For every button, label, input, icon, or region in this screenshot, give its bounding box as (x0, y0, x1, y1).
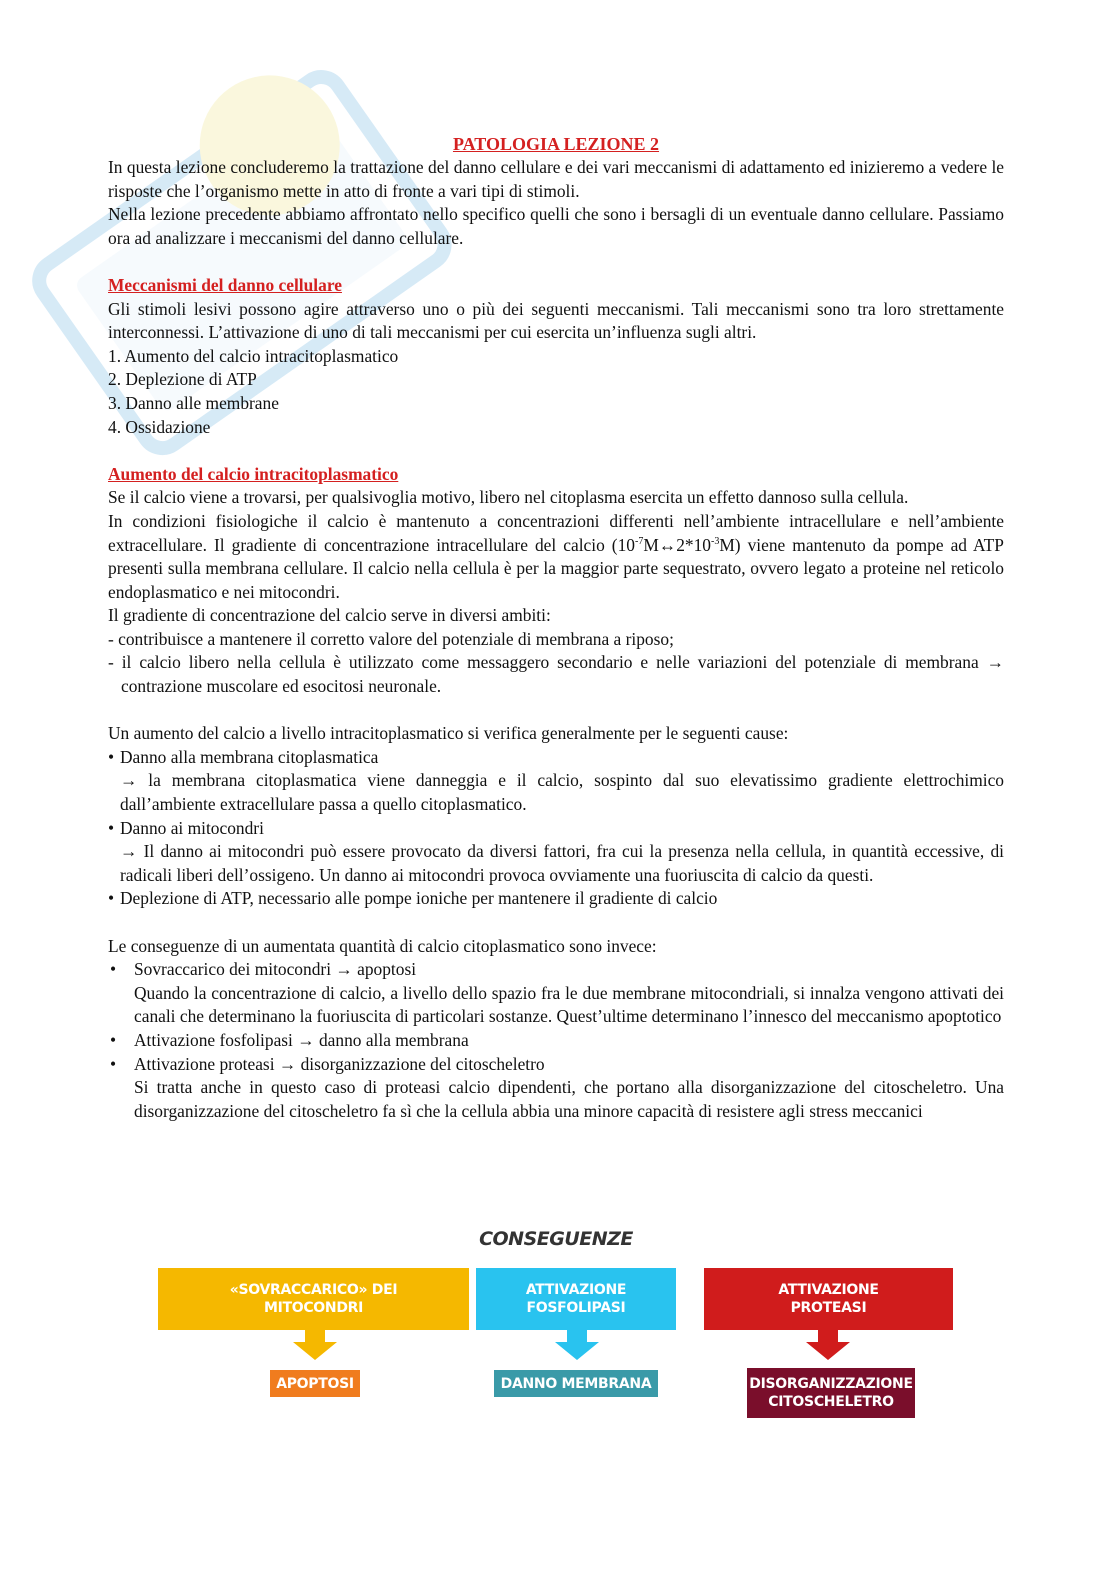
consequence-item: • Sovraccarico dei mitocondri → apoptosi Quando la concentrazione di calcio, a livello dello spazio fra le due membrane mitocondriali, si innalza vengono attivati dei canali che determinano la fuoriuscita di particolari sostanze. Quest’ultime determinano l’innesco del meccanismo apoptotico (110, 959, 1004, 1027)
down-arrow-icon (293, 1330, 337, 1360)
consequences-intro: Le conseguenze di un aumentata quantità di calcio citoplasmatico sono invece: (108, 935, 657, 956)
bullet-icon: • (110, 959, 117, 980)
intro-paragraph-1: In questa lezione concluderemo la trattazione del danno cellulare e dei vari meccanismi di adattamento ed inizieremo a vedere le risposte che l’organismo mette in atto di fronte a vari tipi di stimoli. (108, 157, 1004, 201)
diagram-result-membrane-damage: DANNO MEMBRANA (494, 1370, 658, 1397)
cause-item: • Deplezione di ATP, necessario alle pompe ioniche per mantenere il gradiente di calcio (108, 887, 1004, 911)
causes-intro: Un aumento del calcio a livello intracitoplasmatico si verifica generalmente per le seguenti cause: (108, 723, 789, 744)
list-item: 4. Ossidazione (108, 416, 211, 437)
bullet-icon: • (110, 1053, 117, 1074)
diagram-box-mitochondria: «SOVRACCARICO» DEI MITOCONDRI (158, 1268, 469, 1330)
bullet-icon: • (108, 888, 115, 909)
mechanisms-paragraph: Gli stimoli lesivi possono agire attraverso uno o più dei seguenti meccanismi. Tali meccanismi sono tra loro strettamente interconnessi. L’attivazione di uno di tali meccanismi per cui esercita un’influenza sugli altri. (108, 298, 1004, 343)
section-heading-mechanisms: Meccanismi del danno cellulare (108, 274, 342, 295)
bullet-icon: • (108, 817, 115, 838)
calcium-paragraph-1: Se il calcio viene a trovarsi, per qualsivoglia motivo, libero nel citoplasma esercita un effetto dannoso sulla cellula. (108, 487, 909, 508)
calcium-paragraph-3: Il gradiente di concentrazione del calcio serve in diversi ambiti: (108, 605, 551, 626)
down-arrow-icon (806, 1330, 850, 1360)
document-body (108, 132, 1004, 1123)
cause-item: • Danno alla membrana citoplasmatica → la membrana citoplasmatica viene danneggia e il calcio, sospinto dal suo elevatissimo gradiente elettrochimico dall’ambiente extracellulare passa a quello citoplasmatico. (108, 746, 1004, 815)
diagram-box-protease: ATTIVAZIONE PROTEASI (704, 1268, 953, 1330)
list-item: 2. Deplezione di ATP (108, 369, 257, 390)
intro-paragraph-2: Nella lezione precedente abbiamo affrontato nello specifico quelli che sono i bersagli di un eventuale danno cellulare. Passiamo ora ad analizzare i meccanismi del danno cellulare. (108, 204, 1004, 248)
dash-item: - contribuisce a mantenere il corretto valore del potenziale di membrana a riposo; (108, 628, 674, 649)
consequence-item: • Attivazione proteasi → disorganizzazione del citoscheletro Si tratta anche in questo caso di proteasi calcio dipendenti, che portano alla disorganizzazione del citoscheletro. Una disorganizzazione del citoscheletro fa sì che la cellula abbia una minore capacità di resistere agli stress meccanici (110, 1053, 1004, 1121)
diagram-result-cytoskeleton: DISORGANIZZAZIONE CITOSCHELETRO (747, 1368, 915, 1418)
down-arrow-icon (555, 1330, 599, 1360)
bullet-icon: • (108, 746, 115, 767)
diagram-box-phospholipase: ATTIVAZIONE FOSFOLIPASI (476, 1268, 676, 1330)
dash-item: - il calcio libero nella cellula è utilizzato come messaggero secondario e nelle variazioni del potenziale di membrana → contrazione muscolare ed esocitosi neuronale. (108, 652, 1004, 697)
consequences-diagram (158, 1228, 954, 1424)
diagram-title: CONSEGUENZE (479, 1228, 633, 1250)
cause-item: • Danno ai mitocondri → Il danno ai mitocondri può essere provocato da diversi fattori, fra cui la presenza nella cellula, in quantità eccessive, di radicali liberi dell’ossigeno. Un danno ai mitocondri provoca ovviamente una fuoriuscita di calcio da questi. (108, 817, 1004, 885)
list-item: 3. Danno alle membrane (108, 392, 279, 413)
consequence-item: • Attivazione fosfolipasi → danno alla membrana (108, 1029, 1004, 1053)
section-heading-calcium: Aumento del calcio intracitoplasmatico (108, 463, 399, 484)
list-item: 1. Aumento del calcio intracitoplasmatico (108, 345, 399, 366)
bullet-icon: • (110, 1029, 117, 1050)
calcium-paragraph-2: In condizioni fisiologiche il calcio è mantenuto a concentrazioni differenti nell’ambiente intracellulare e nell’ambiente extracellulare. Il gradiente di concentrazione intracellulare del calcio $(10^{-7}M\leftrightarrow 2*10^{-3}M)$ viene mantenuto da pompe ad ATP presenti sulla membrana cellulare. Il calcio nella cellula è per la maggior parte sequestrato, ovvero legato a proteine nel reticolo endoplasmatico e nei mitocondri. (108, 510, 1004, 602)
page-title: PATOLOGIA LEZIONE 2 (452, 134, 660, 154)
diagram-result-apoptosis: APOPTOSI (270, 1370, 360, 1397)
